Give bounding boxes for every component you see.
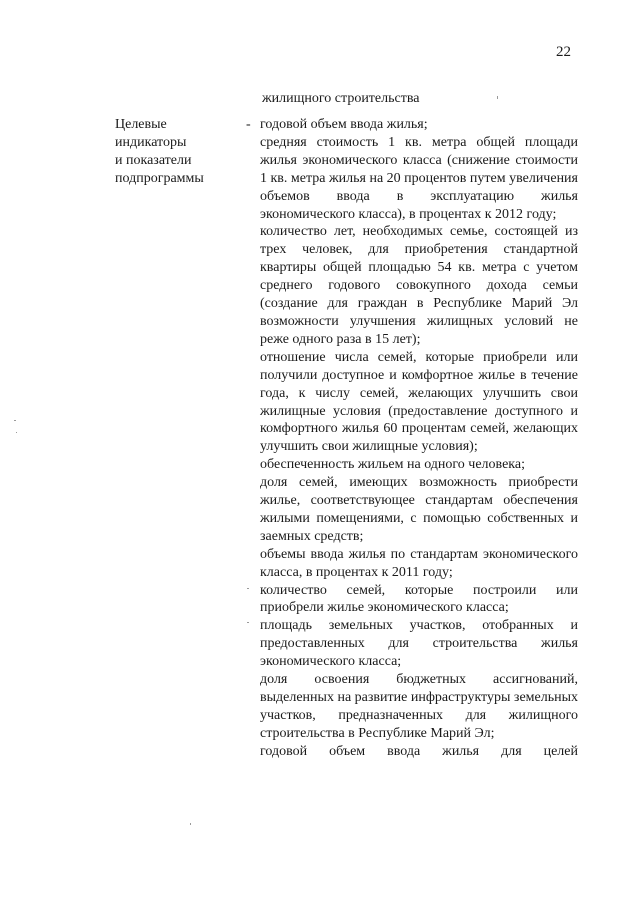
section-label-line: и показатели (115, 153, 192, 168)
section-label (115, 116, 235, 188)
section-label-line: индикаторы (115, 135, 187, 150)
indicator-item: средняя стоимость 1 кв. метра общей площади жилья экономического класса (снижение стоимости 1 кв. метра жилья на 20 процентов путем увеличения объемов ввода в эксплуатацию жилья экономического класса), в процентах к 2012 году; (260, 134, 578, 222)
indicator-item: площадь земельных участков, отобранных и предоставленных для строительства жилья экономического класса; (260, 618, 578, 670)
indicator-list (260, 116, 578, 761)
indicator-item: доля семей, имеющих возможность приобрести жилье, соответствующее стандартам обеспечения жилыми помещениями, с помощью собственных и заемных средств; (260, 475, 578, 544)
scan-speck (247, 588, 249, 589)
indicator-item: количество семей, которые построили или приобрели жилье экономического класса; (260, 582, 578, 616)
scan-speck (14, 420, 16, 421)
indicator-item: отношение числа семей, которые приобрели или получили доступное и комфортное жилье в течение года, к числу семей, желающих улучшить свои жилищные условия (предоставление доступного и комфортного жилья 60 процентам семей, желающих улучшить свои жилищные условия); (260, 349, 578, 455)
section-label-line: Целевые (115, 117, 167, 132)
section-label-line: подпрограммы (115, 171, 204, 186)
indicator-item: доля освоения бюджетных ассигнований, выделенных на развитие инфраструктуры земельных участков, предназначенных для жилищного строительства в Республике Марий Эл; (260, 672, 578, 741)
indicator-item: объемы ввода жилья по стандартам экономического класса, в процентах к 2011 году; (260, 546, 578, 580)
continued-heading: жилищного строительства (262, 91, 420, 106)
indicator-item: количество лет, необходимых семье, состоящей из трех человек, для приобретения стандартной квартиры общей площадью 54 кв. метра с учетом среднего годового совокупного дохода семьи (создание для граждан в Республике Марий Эл возможности улучшения жилищных условий не реже одного раза в 15 лет); (260, 224, 578, 347)
indicator-item: годовой объем ввода жилья; (260, 117, 428, 132)
indicator-item: годовой объем ввода жилья для целей (260, 743, 578, 759)
indicator-item: обеспеченность жильем на одного человека; (260, 457, 525, 473)
scan-speck (497, 96, 498, 99)
scan-speck (190, 823, 191, 825)
page-number: 22 (556, 44, 571, 60)
list-dash: - (246, 117, 251, 132)
scan-speck (16, 432, 17, 433)
scan-speck (247, 622, 249, 623)
